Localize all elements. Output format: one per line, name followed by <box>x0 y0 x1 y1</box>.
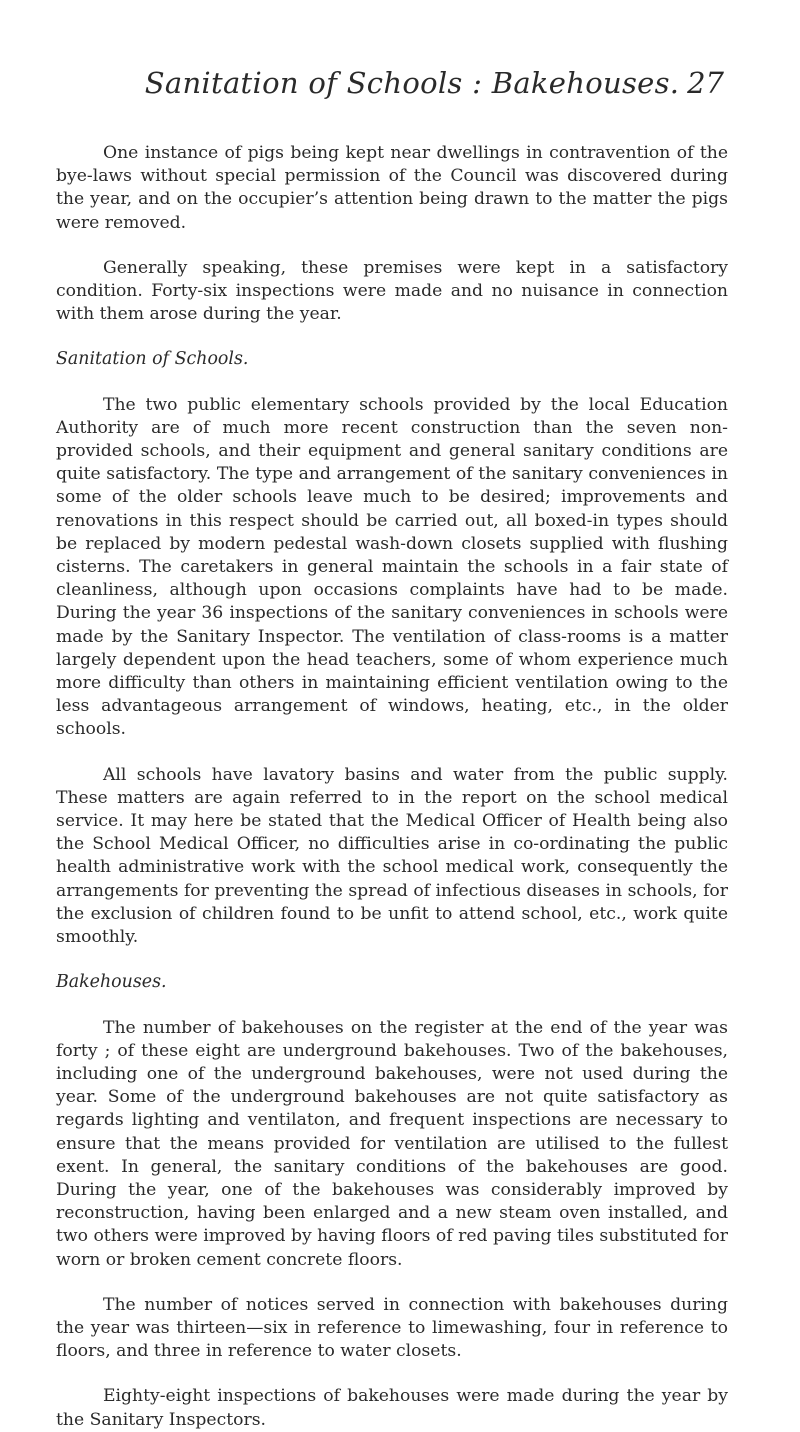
body-text <box>56 142 728 1432</box>
section-heading-sanitation-of-schools: Sanitation of Schools. <box>56 349 249 370</box>
section-heading-bakehouses: Bakehouses. <box>56 972 167 993</box>
running-head <box>100 66 724 110</box>
paragraph-premises: Generally speaking, these premises were kept in a satisfactory condition. Forty-six inspections were made and no nuisance in connection with them arose during the year. <box>56 257 728 325</box>
running-title: Sanitation of Schools : Bakehouses. <box>144 66 680 100</box>
paragraph-bakehouses-1: The number of bakehouses on the register at the end of the year was forty ; of these eight are underground bakehouses. Two of the bakehouses, including one of the underground bakehouses, were not used during the year. Some of the underground bakehouses are not quite satisfactory as regards lighting and ventilaton, and frequent inspections are necessary to ensure that the means provided for ventilation are utilised to the fullest exent. In general, the sanitary conditions of the bakehouses are good. During the year, one of the bakehouses was considerably improved by reconstruction, having been enlarged and a new steam oven installed, and two others were improved by having floors of red paving tiles substituted for worn or broken cement concrete floors. <box>56 1017 728 1270</box>
paragraph-bakehouses-3: Eighty-eight inspections of bakehouses were made during the year by the Sanitary Inspectors. <box>56 1386 728 1430</box>
page-number: 27 <box>687 66 724 100</box>
paragraph-bakehouses-2: The number of notices served in connection with bakehouses during the year was thirteen—six in reference to limewashing, four in reference to floors, and three in reference to water closets. <box>56 1294 728 1362</box>
paragraph-schools-2: All schools have lavatory basins and water from the public supply. These matters are again referred to in the report on the school medical service. It may here be stated that the Medical Officer of Health being also the School Medical Officer, no difficulties arise in co-ordinating the public health administrative work with the school medical work, consequently the arrangements for preventing the spread of infectious diseases in schools, for the exclusion of children found to be unfit to attend school, etc., work quite smoothly. <box>56 764 728 948</box>
paragraph-pigs: One instance of pigs being kept near dwellings in contravention of the bye-laws without special permission of the Council was discovered during the year, and on the occupier’s attention being drawn to the matter the pigs were removed. <box>56 143 728 233</box>
paragraph-schools-1: The two public elementary schools provided by the local Education Authority are of much more recent construction than the seven non-provided schools, and their equipment and general sanitary conditions are quite satisfactory. The type and arrangement of the sanitary conveniences in some of the older schools leave much to be desired; improvements and renovations in this respect should be carried out, all boxed-in types should be replaced by modern pedestal wash-down closets supplied with flushing cisterns. The caretakers in general maintain the schools in a fair state of cleanliness, although upon occasions complaints have had to be made. During the year 36 inspections of the sanitary conveniences in schools were made by the Sanitary Inspector. The ventilation of class-rooms is a matter largely dependent upon the head teachers, some of whom experience much more difficulty than others in maintaining efficient ventilation owing to the less advantageous arrangement of windows, heating, etc., in the older schools. <box>56 394 728 740</box>
